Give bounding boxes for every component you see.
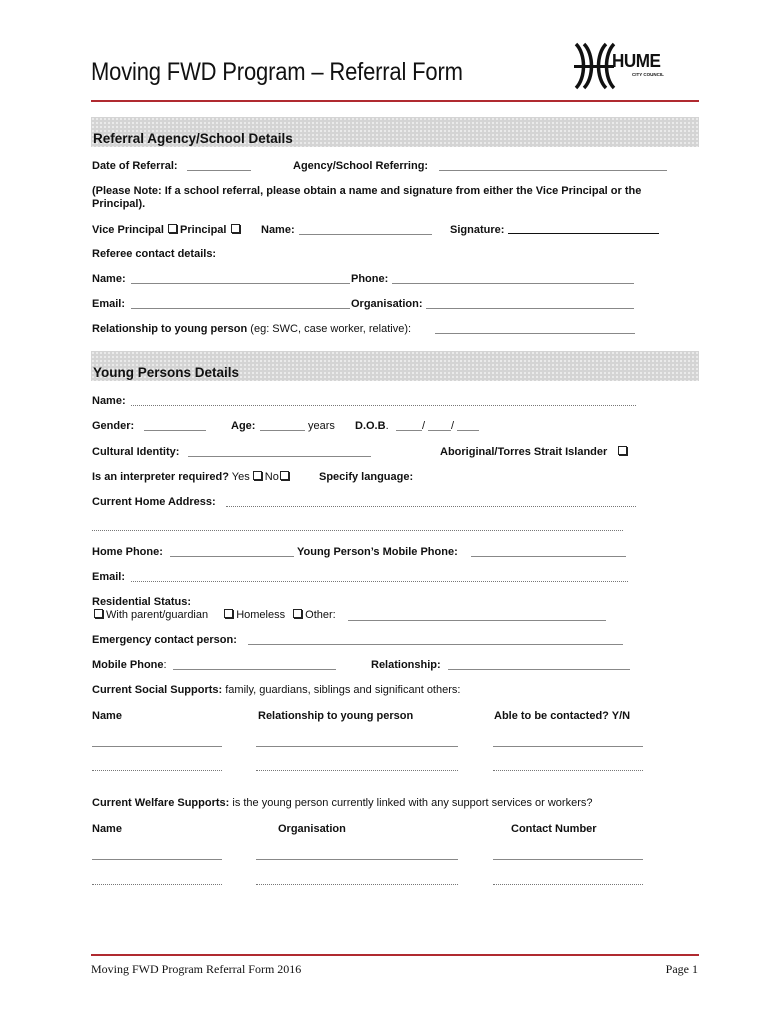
emergency-contact-label: Emergency contact person: bbox=[92, 634, 237, 646]
social-col-relationship: Relationship to young person bbox=[258, 710, 414, 722]
aboriginal-option bbox=[440, 446, 630, 458]
welfare-row2-org-field[interactable] bbox=[256, 884, 458, 885]
vice-principal-checkbox[interactable] bbox=[168, 224, 177, 233]
referee-organisation-field[interactable] bbox=[426, 308, 634, 309]
age-label: Age: bbox=[231, 420, 256, 432]
with-parent-label: With parent/guardian bbox=[106, 609, 209, 621]
emergency-mobile-colon: : bbox=[163, 659, 167, 671]
social-row1-relationship-field[interactable] bbox=[256, 746, 458, 747]
with-parent-checkbox[interactable] bbox=[94, 609, 103, 618]
section-heading-young-person: Young Persons Details bbox=[93, 365, 240, 380]
social-row1-contacted-field[interactable] bbox=[493, 746, 643, 747]
dob-slash-1: / bbox=[422, 420, 426, 432]
agency-referring-field[interactable] bbox=[439, 170, 667, 171]
social-row2-name-field[interactable] bbox=[92, 770, 222, 771]
other-checkbox[interactable] bbox=[293, 609, 302, 618]
homeless-label: Homeless bbox=[236, 609, 286, 621]
signature-field[interactable] bbox=[508, 233, 659, 234]
aboriginal-checkbox[interactable] bbox=[618, 446, 627, 455]
emergency-mobile-field[interactable] bbox=[173, 669, 336, 670]
social-supports-hint: family, guardians, siblings and significant others: bbox=[225, 684, 461, 696]
dob-day-field[interactable] bbox=[396, 430, 422, 431]
referee-name-field[interactable] bbox=[131, 283, 350, 284]
emergency-relationship-field[interactable] bbox=[448, 669, 630, 670]
emergency-mobile-label: Mobile Phone bbox=[92, 659, 164, 671]
home-address-field-1[interactable] bbox=[226, 506, 636, 507]
interpreter-no-label: No bbox=[264, 471, 279, 483]
age-years-text: years bbox=[308, 420, 335, 432]
gender-field[interactable] bbox=[144, 430, 206, 431]
footer-page-number: Page 1 bbox=[665, 962, 698, 976]
home-address-field-2[interactable] bbox=[92, 530, 623, 531]
referee-email-label: Email: bbox=[92, 298, 126, 310]
footer-rule bbox=[91, 954, 699, 956]
social-supports-label: Current Social Supports: bbox=[92, 684, 223, 696]
social-col-name: Name bbox=[92, 710, 122, 722]
dob-dot: . bbox=[385, 420, 389, 432]
emergency-relationship-label: Relationship: bbox=[371, 659, 441, 671]
hume-council-logo bbox=[572, 40, 672, 92]
social-col-contacted: Able to be contacted? Y/N bbox=[494, 710, 631, 722]
referee-phone-label: Phone: bbox=[351, 273, 389, 285]
residential-options bbox=[92, 609, 336, 621]
dob-slash-2: / bbox=[451, 420, 455, 432]
mobile-phone-field[interactable] bbox=[471, 556, 626, 557]
relationship-field[interactable] bbox=[435, 333, 635, 334]
residential-status-label: Residential Status: bbox=[92, 596, 192, 608]
welfare-supports-hint: is the young person currently linked with any support services or workers? bbox=[232, 797, 593, 809]
social-row2-relationship-field[interactable] bbox=[256, 770, 458, 771]
welfare-row2-contact-field[interactable] bbox=[493, 884, 643, 885]
logo-wordmark: HUME bbox=[612, 51, 661, 71]
social-row1-name-field[interactable] bbox=[92, 746, 222, 747]
vice-principal-label: Vice Principal bbox=[92, 224, 164, 236]
date-of-referral-field[interactable] bbox=[187, 170, 251, 171]
home-phone-label: Home Phone: bbox=[92, 546, 163, 558]
referee-contact-heading: Referee contact details: bbox=[92, 248, 217, 260]
mobile-phone-label: Young Person’s Mobile Phone: bbox=[297, 546, 458, 558]
social-row2-contacted-field[interactable] bbox=[493, 770, 643, 771]
section-heading-referral: Referral Agency/School Details bbox=[93, 131, 293, 146]
dob-year-field[interactable] bbox=[457, 430, 479, 431]
logo-subtitle: CITY COUNCIL bbox=[632, 72, 664, 77]
referee-phone-field[interactable] bbox=[392, 283, 634, 284]
principal-label: Principal bbox=[180, 224, 227, 236]
emergency-mobile-group bbox=[92, 659, 167, 671]
interpreter-line bbox=[92, 471, 292, 483]
dob-label: D.O.B bbox=[355, 420, 386, 432]
interpreter-label: Is an interpreter required? bbox=[92, 471, 229, 483]
cultural-identity-label: Cultural Identity: bbox=[92, 446, 180, 458]
yp-email-field[interactable] bbox=[131, 581, 628, 582]
cultural-identity-field[interactable] bbox=[188, 456, 371, 457]
interpreter-yes-checkbox[interactable] bbox=[253, 471, 262, 480]
yp-name-field[interactable] bbox=[131, 405, 636, 406]
relationship-hint: (eg: SWC, case worker, relative): bbox=[250, 323, 412, 335]
interpreter-no-checkbox[interactable] bbox=[280, 471, 289, 480]
yp-email-label: Email: bbox=[92, 571, 126, 583]
gender-label: Gender: bbox=[92, 420, 135, 432]
homeless-checkbox[interactable] bbox=[224, 609, 233, 618]
dob-month-field[interactable] bbox=[428, 430, 451, 431]
age-field[interactable] bbox=[260, 430, 305, 431]
welfare-col-organisation: Organisation bbox=[278, 823, 346, 835]
school-referral-note: (Please Note: If a school referral, please obtain a name and signature from either the Vice Principal or the Principal). bbox=[92, 185, 642, 210]
welfare-col-contact: Contact Number bbox=[511, 823, 597, 835]
yp-name-label: Name: bbox=[92, 395, 126, 407]
welfare-col-name: Name bbox=[92, 823, 122, 835]
signature-label: Signature: bbox=[450, 224, 505, 236]
welfare-row2-name-field[interactable] bbox=[92, 884, 222, 885]
relationship-line bbox=[92, 323, 411, 335]
section-band-referral bbox=[91, 117, 699, 147]
title-rule bbox=[91, 100, 699, 102]
welfare-row1-org-field[interactable] bbox=[256, 859, 458, 860]
date-of-referral-label: Date of Referral: bbox=[92, 160, 178, 172]
agency-referring-label: Agency/School Referring: bbox=[293, 160, 429, 172]
principal-checkbox[interactable] bbox=[231, 224, 240, 233]
welfare-row1-contact-field[interactable] bbox=[493, 859, 643, 860]
emergency-contact-field[interactable] bbox=[248, 644, 623, 645]
home-address-label: Current Home Address: bbox=[92, 496, 216, 508]
aboriginal-label: Aboriginal/Torres Strait Islander bbox=[440, 446, 608, 458]
dob-label-group bbox=[355, 420, 389, 432]
welfare-supports-label: Current Welfare Supports: bbox=[92, 797, 230, 809]
page-title: Moving FWD Program – Referral Form bbox=[91, 58, 463, 86]
relationship-label: Relationship to young person bbox=[92, 323, 248, 335]
welfare-row1-name-field[interactable] bbox=[92, 859, 222, 860]
residential-other-field[interactable] bbox=[348, 620, 606, 621]
vice-principal-option bbox=[92, 224, 243, 236]
signatory-name-label: Name: bbox=[261, 224, 295, 236]
home-phone-field[interactable] bbox=[170, 556, 294, 557]
referee-organisation-label: Organisation: bbox=[351, 298, 423, 310]
signatory-name-field[interactable] bbox=[299, 234, 432, 235]
footer-document-title: Moving FWD Program Referral Form 2016 bbox=[91, 962, 302, 976]
welfare-supports-line bbox=[92, 797, 593, 809]
interpreter-yes-label: Yes bbox=[231, 471, 250, 483]
other-label: Other: bbox=[305, 609, 336, 621]
section-band-young-person bbox=[91, 351, 699, 381]
social-supports-line bbox=[92, 684, 460, 696]
specify-language-label: Specify language: bbox=[319, 471, 414, 483]
referee-name-label: Name: bbox=[92, 273, 126, 285]
referee-email-field[interactable] bbox=[131, 308, 350, 309]
